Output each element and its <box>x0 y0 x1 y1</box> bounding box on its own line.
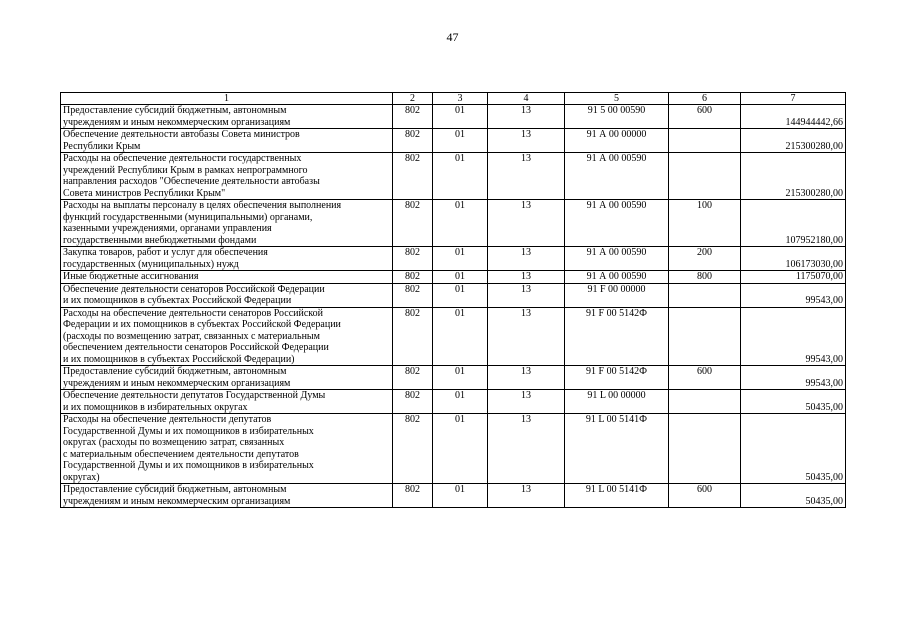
expense-name-line: Расходы на обеспечение деятельности депутатов <box>63 414 272 425</box>
table-row <box>61 129 846 153</box>
ministry-code-cell: 802 <box>393 247 433 271</box>
expense-name-line: Обеспечение деятельности депутатов Государственной Думы <box>63 390 326 401</box>
ministry-code-cell: 802 <box>393 390 433 414</box>
subsection-code-cell: 13 <box>488 484 565 508</box>
ministry-code-cell: 802 <box>393 307 433 366</box>
expense-type-cell: 100 <box>669 200 741 247</box>
expense-name-cell <box>61 105 393 129</box>
expense-name-line: учреждениям и иным некоммерческим организациям <box>63 116 291 128</box>
section-code-cell: 01 <box>433 105 488 129</box>
ministry-code-cell: 802 <box>393 283 433 307</box>
expense-name-line: округах) <box>63 471 100 483</box>
expense-name-cell <box>61 247 393 271</box>
expense-type-cell: 600 <box>669 366 741 390</box>
expense-name-line: Предоставление субсидий бюджетным, автономным <box>63 484 287 495</box>
section-code-cell: 01 <box>433 414 488 484</box>
expense-name-line: Обеспечение деятельности сенаторов Российской Федерации <box>63 283 325 295</box>
expense-name-cell <box>61 484 393 508</box>
ministry-code-cell: 802 <box>393 484 433 508</box>
target-article-cell: 91 F 00 00000 <box>565 283 669 307</box>
target-article-cell: 91 L 00 5141Ф <box>565 414 669 484</box>
expense-name-cell <box>61 307 393 366</box>
ministry-code-cell: 802 <box>393 414 433 484</box>
header-cell: 3 <box>433 93 488 105</box>
expense-name-line: и их помощников в субъектах Российской Федерации <box>63 295 292 306</box>
amount-cell: 99543,00 <box>741 366 846 390</box>
amount-cell: 50435,00 <box>741 484 846 508</box>
section-code-cell: 01 <box>433 307 488 366</box>
target-article-cell: 91 А 00 00000 <box>565 129 669 153</box>
subsection-code-cell: 13 <box>488 307 565 366</box>
expense-name-line: функций государственными (муниципальными) органами, <box>63 211 313 223</box>
expense-name-cell <box>61 283 393 307</box>
expense-name-line: Расходы на обеспечение деятельности государственных <box>63 153 302 164</box>
table-row <box>61 153 846 200</box>
section-code-cell: 01 <box>433 247 488 271</box>
expense-name-cell <box>61 390 393 414</box>
expense-type-cell <box>669 129 741 153</box>
subsection-code-cell: 13 <box>488 390 565 414</box>
expense-name-line: и их помощников в избирательных округах <box>63 401 248 413</box>
section-code-cell: 01 <box>433 484 488 508</box>
expense-name-line: казенными учреждениями, органами управления <box>63 223 272 234</box>
expense-name-line: и их помощников в субъектах Российской Федерации) <box>63 353 295 365</box>
expense-name-line: с материальным обеспечением деятельности депутатов <box>63 448 299 460</box>
subsection-code-cell: 13 <box>488 271 565 284</box>
ministry-code-cell: 802 <box>393 271 433 284</box>
expense-name-line: Предоставление субсидий бюджетным, автономным <box>63 366 287 377</box>
target-article-cell: 91 А 00 00590 <box>565 247 669 271</box>
expense-type-cell <box>669 283 741 307</box>
target-article-cell: 91 F 00 5142Ф <box>565 307 669 366</box>
section-code-cell: 01 <box>433 283 488 307</box>
expense-name-line: Федерации и их помощников в субъектах Российской Федерации <box>63 319 341 330</box>
subsection-code-cell: 13 <box>488 105 565 129</box>
ministry-code-cell: 802 <box>393 366 433 390</box>
expense-name-line: Предоставление субсидий бюджетным, автономным <box>63 105 287 116</box>
header-cell: 6 <box>669 93 741 105</box>
expense-name-line: Расходы на выплаты персоналу в целях обеспечения выполнения <box>63 200 342 211</box>
section-code-cell: 01 <box>433 153 488 200</box>
table-row <box>61 366 846 390</box>
expense-type-cell <box>669 414 741 484</box>
subsection-code-cell: 13 <box>488 366 565 390</box>
expense-type-cell: 600 <box>669 105 741 129</box>
page-number: 47 <box>446 30 459 44</box>
expense-name-line: округах (расходы по возмещению затрат, связанных <box>63 437 285 448</box>
expense-name-line: государственных (муниципальных) нужд <box>63 258 239 270</box>
target-article-cell: 91 L 00 00000 <box>565 390 669 414</box>
section-code-cell: 01 <box>433 129 488 153</box>
amount-cell: 50435,00 <box>741 414 846 484</box>
target-article-cell: 91 5 00 00590 <box>565 105 669 129</box>
target-article-cell: 91 F 00 5142Ф <box>565 366 669 390</box>
table-row <box>61 283 846 307</box>
expense-type-cell: 800 <box>669 271 741 284</box>
expense-name-line: Государственной Думы и их помощников в избирательных <box>63 460 314 471</box>
expense-name-cell <box>61 129 393 153</box>
amount-cell: 144944442,66 <box>741 105 846 129</box>
target-article-cell: 91 А 00 00590 <box>565 271 669 284</box>
table-header-row <box>61 93 846 105</box>
table-row <box>61 200 846 247</box>
ministry-code-cell: 802 <box>393 153 433 200</box>
expense-type-cell: 600 <box>669 484 741 508</box>
section-code-cell: 01 <box>433 200 488 247</box>
target-article-cell: 91 L 00 5141Ф <box>565 484 669 508</box>
expense-type-cell <box>669 390 741 414</box>
expense-name-cell <box>61 271 393 284</box>
expense-name-line: обеспечением деятельности сенаторов Российской Федерации <box>63 342 329 353</box>
amount-cell: 1175070,00 <box>741 271 846 284</box>
amount-cell: 215300280,00 <box>741 129 846 153</box>
expense-name-line: Республики Крым <box>63 140 141 152</box>
expense-name-line: Закупка товаров, работ и услуг для обеспечения <box>63 247 268 258</box>
subsection-code-cell: 13 <box>488 283 565 307</box>
expense-type-cell <box>669 307 741 366</box>
ministry-code-cell: 802 <box>393 200 433 247</box>
expense-name-line: учреждениям и иным некоммерческим организациям <box>63 495 291 507</box>
expense-name-line: Совета министров Республики Крым" <box>63 187 226 199</box>
table-row <box>61 307 846 366</box>
expense-name-line: Расходы на обеспечение деятельности сенаторов Российской <box>63 307 323 319</box>
subsection-code-cell: 13 <box>488 200 565 247</box>
table-row <box>61 271 846 284</box>
amount-cell: 106173030,00 <box>741 247 846 271</box>
subsection-code-cell: 13 <box>488 247 565 271</box>
amount-cell: 107952180,00 <box>741 200 846 247</box>
expense-name-line: направления расходов "Обеспечение деятельности автобазы <box>63 176 320 187</box>
expense-name-line: (расходы по возмещению затрат, связанных с материальным <box>63 330 320 342</box>
header-cell: 4 <box>488 93 565 105</box>
ministry-code-cell: 802 <box>393 129 433 153</box>
subsection-code-cell: 13 <box>488 153 565 200</box>
expense-name-cell <box>61 153 393 200</box>
section-code-cell: 01 <box>433 366 488 390</box>
subsection-code-cell: 13 <box>488 414 565 484</box>
amount-cell: 99543,00 <box>741 283 846 307</box>
ministry-code-cell: 802 <box>393 105 433 129</box>
amount-cell: 99543,00 <box>741 307 846 366</box>
expense-name-line: государственными внебюджетными фондами <box>63 234 257 246</box>
expense-name-line: учреждениям и иным некоммерческим организациям <box>63 377 291 389</box>
table-row <box>61 390 846 414</box>
amount-cell: 215300280,00 <box>741 153 846 200</box>
expense-name-line: учреждений Республики Крым в рамках непрограммного <box>63 164 308 176</box>
expense-name-line: Обеспечение деятельности автобазы Совета министров <box>63 129 300 140</box>
expense-name-line: Государственной Думы и их помощников в избирательных <box>63 425 314 437</box>
header-cell: 1 <box>61 93 393 105</box>
subsection-code-cell: 13 <box>488 129 565 153</box>
expense-name-line: Иные бюджетные ассигнования <box>63 271 199 282</box>
table-row <box>61 484 846 508</box>
expense-name-cell <box>61 200 393 247</box>
target-article-cell: 91 А 00 00590 <box>565 200 669 247</box>
budget-table <box>60 92 846 508</box>
table-row <box>61 414 846 484</box>
expense-type-cell <box>669 153 741 200</box>
expense-name-cell <box>61 414 393 484</box>
section-code-cell: 01 <box>433 390 488 414</box>
header-cell: 5 <box>565 93 669 105</box>
table-row <box>61 105 846 129</box>
amount-cell: 50435,00 <box>741 390 846 414</box>
header-cell: 7 <box>741 93 846 105</box>
expense-type-cell: 200 <box>669 247 741 271</box>
header-cell: 2 <box>393 93 433 105</box>
table-row <box>61 247 846 271</box>
section-code-cell: 01 <box>433 271 488 284</box>
expense-name-cell <box>61 366 393 390</box>
target-article-cell: 91 А 00 00590 <box>565 153 669 200</box>
